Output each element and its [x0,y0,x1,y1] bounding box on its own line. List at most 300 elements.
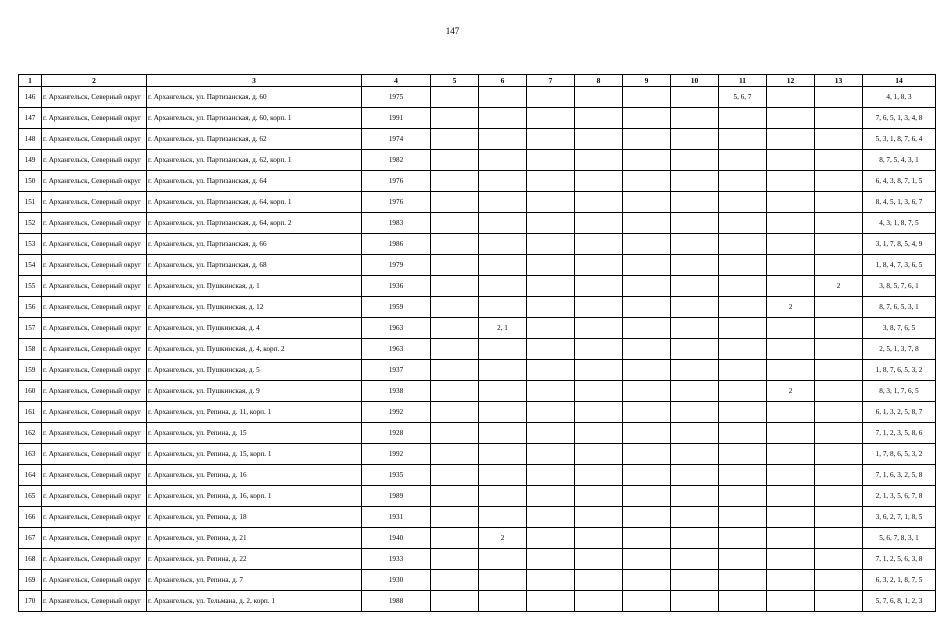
district-cell: г. Архангельск, Северный округ [42,234,147,255]
row-number-cell: 163 [19,444,42,465]
column-header-11: 11 [719,75,767,87]
col10-cell [671,129,719,150]
column-header-2: 2 [42,75,147,87]
address-cell: г. Архангельск, ул. Репина, д. 11, корп. 1 [147,402,362,423]
col5-cell [431,87,479,108]
col9-cell [623,507,671,528]
col8-cell [575,591,623,612]
col5-cell [431,192,479,213]
table-row [19,87,936,108]
col7-cell [527,192,575,213]
col6-cell [479,150,527,171]
col5-cell [431,486,479,507]
col11-cell [719,528,767,549]
column-header-8: 8 [575,75,623,87]
table-row [19,507,936,528]
col6-cell [479,423,527,444]
district-cell: г. Архангельск, Северный округ [42,528,147,549]
row-number-cell: 168 [19,549,42,570]
column-header-3: 3 [147,75,362,87]
col14-cell: 4, 1, 8, 3 [863,87,936,108]
col7-cell [527,465,575,486]
col8-cell [575,465,623,486]
district-cell: г. Архангельск, Северный округ [42,570,147,591]
col8-cell [575,570,623,591]
col7-cell [527,297,575,318]
col13-cell: 2 [815,276,863,297]
year-cell: 1979 [362,255,431,276]
col13-cell [815,528,863,549]
col14-cell: 1, 8, 4, 7, 3, 6, 5 [863,255,936,276]
address-cell: г. Архангельск, ул. Пушкинская, д. 4 [147,318,362,339]
col12-cell [767,591,815,612]
column-header-5: 5 [431,75,479,87]
col12-cell [767,360,815,381]
row-number-cell: 153 [19,234,42,255]
col8-cell [575,381,623,402]
table-row [19,171,936,192]
col10-cell [671,465,719,486]
address-cell: г. Архангельск, ул. Репина, д. 16, корп. 1 [147,486,362,507]
col6-cell [479,507,527,528]
col11-cell [719,444,767,465]
table-row [19,360,936,381]
row-number-cell: 150 [19,171,42,192]
col5-cell [431,171,479,192]
column-header-10: 10 [671,75,719,87]
col13-cell [815,339,863,360]
col10-cell [671,213,719,234]
col8-cell [575,255,623,276]
col6-cell [479,402,527,423]
col12-cell [767,486,815,507]
table-row [19,150,936,171]
col12-cell: 2 [767,381,815,402]
row-number-cell: 151 [19,192,42,213]
col11-cell: 5, 6, 7 [719,87,767,108]
address-cell: г. Архангельск, ул. Репина, д. 16 [147,465,362,486]
year-cell: 1989 [362,486,431,507]
district-cell: г. Архангельск, Северный округ [42,465,147,486]
col8-cell [575,297,623,318]
col14-cell: 2, 1, 3, 5, 6, 7, 8 [863,486,936,507]
col14-cell: 5, 7, 6, 8, 1, 2, 3 [863,591,936,612]
col7-cell [527,150,575,171]
col12-cell [767,423,815,444]
col8-cell [575,360,623,381]
year-cell: 1983 [362,213,431,234]
col11-cell [719,381,767,402]
col14-cell: 6, 1, 3, 2, 5, 8, 7 [863,402,936,423]
address-cell: г. Архангельск, ул. Партизанская, д. 60, корп. 1 [147,108,362,129]
col8-cell [575,444,623,465]
district-cell: г. Архангельск, Северный округ [42,507,147,528]
page-number: 147 [445,26,460,36]
col10-cell [671,507,719,528]
col10-cell [671,549,719,570]
row-number-cell: 169 [19,570,42,591]
table-row [19,465,936,486]
year-cell: 1940 [362,528,431,549]
col9-cell [623,234,671,255]
year-cell: 1933 [362,549,431,570]
col8-cell [575,129,623,150]
col5-cell [431,549,479,570]
col6-cell [479,108,527,129]
col7-cell [527,507,575,528]
year-cell: 1992 [362,444,431,465]
row-number-cell: 149 [19,150,42,171]
col10-cell [671,570,719,591]
col11-cell [719,234,767,255]
col13-cell [815,213,863,234]
col13-cell [815,402,863,423]
col9-cell [623,444,671,465]
col9-cell [623,276,671,297]
col10-cell [671,255,719,276]
table-row [19,129,936,150]
address-cell: г. Архангельск, ул. Партизанская, д. 64 [147,171,362,192]
col5-cell [431,591,479,612]
col5-cell [431,318,479,339]
col14-cell: 6, 4, 3, 8, 7, 1, 5 [863,171,936,192]
col7-cell [527,276,575,297]
district-cell: г. Архангельск, Северный округ [42,591,147,612]
col14-cell: 5, 6, 7, 8, 3, 1 [863,528,936,549]
col8-cell [575,234,623,255]
col6-cell [479,255,527,276]
district-cell: г. Архангельск, Северный округ [42,150,147,171]
district-cell: г. Архангельск, Северный округ [42,108,147,129]
col11-cell [719,171,767,192]
col9-cell [623,381,671,402]
col8-cell [575,402,623,423]
col5-cell [431,381,479,402]
col14-cell: 4, 3, 1, 8, 7, 5 [863,213,936,234]
col12-cell [767,339,815,360]
col5-cell [431,129,479,150]
address-cell: г. Архангельск, ул. Пушкинская, д. 9 [147,381,362,402]
col14-cell: 7, 1, 6, 3, 2, 5, 8 [863,465,936,486]
col5-cell [431,423,479,444]
col11-cell [719,150,767,171]
col11-cell [719,297,767,318]
year-cell: 1982 [362,150,431,171]
col11-cell [719,360,767,381]
row-number-cell: 159 [19,360,42,381]
col11-cell [719,465,767,486]
col9-cell [623,129,671,150]
col5-cell [431,108,479,129]
col5-cell [431,507,479,528]
col7-cell [527,423,575,444]
year-cell: 1992 [362,402,431,423]
district-cell: г. Архангельск, Северный округ [42,87,147,108]
row-number-cell: 161 [19,402,42,423]
col12-cell [767,255,815,276]
col13-cell [815,108,863,129]
year-cell: 1935 [362,465,431,486]
col10-cell [671,87,719,108]
district-cell: г. Архангельск, Северный округ [42,213,147,234]
col11-cell [719,423,767,444]
col10-cell [671,318,719,339]
col13-cell [815,465,863,486]
col13-cell [815,423,863,444]
col12-cell [767,150,815,171]
col12-cell [767,507,815,528]
col14-cell: 3, 8, 5, 7, 6, 1 [863,276,936,297]
col6-cell [479,360,527,381]
col5-cell [431,444,479,465]
col13-cell [815,129,863,150]
table-row [19,381,936,402]
table-row [19,234,936,255]
district-cell: г. Архангельск, Северный округ [42,444,147,465]
col9-cell [623,297,671,318]
col5-cell [431,339,479,360]
district-cell: г. Архангельск, Северный округ [42,129,147,150]
col12-cell [767,108,815,129]
col8-cell [575,486,623,507]
year-cell: 1976 [362,171,431,192]
col13-cell [815,150,863,171]
col5-cell [431,465,479,486]
col14-cell: 5, 3, 1, 8, 7, 6, 4 [863,129,936,150]
col10-cell [671,339,719,360]
col6-cell [479,339,527,360]
col8-cell [575,318,623,339]
col6-cell [479,381,527,402]
row-number-cell: 162 [19,423,42,444]
col7-cell [527,171,575,192]
col8-cell [575,276,623,297]
col10-cell [671,402,719,423]
address-cell: г. Архангельск, ул. Репина, д. 18 [147,507,362,528]
row-number-cell: 160 [19,381,42,402]
col9-cell [623,423,671,444]
row-number-cell: 156 [19,297,42,318]
col12-cell [767,192,815,213]
col11-cell [719,318,767,339]
district-cell: г. Архангельск, Северный округ [42,255,147,276]
year-cell: 1988 [362,591,431,612]
col12-cell [767,465,815,486]
table-row [19,108,936,129]
col7-cell [527,234,575,255]
col7-cell [527,87,575,108]
col12-cell [767,129,815,150]
col8-cell [575,213,623,234]
col14-cell: 7, 6, 5, 1, 3, 4, 8 [863,108,936,129]
district-cell: г. Архангельск, Северный округ [42,402,147,423]
col7-cell [527,549,575,570]
col5-cell [431,528,479,549]
table-body [19,87,936,612]
col12-cell [767,213,815,234]
col11-cell [719,213,767,234]
district-cell: г. Архангельск, Северный округ [42,381,147,402]
col7-cell [527,255,575,276]
col9-cell [623,318,671,339]
col12-cell [767,87,815,108]
column-header-4: 4 [362,75,431,87]
col7-cell [527,318,575,339]
col13-cell [815,486,863,507]
col6-cell [479,465,527,486]
col10-cell [671,444,719,465]
col9-cell [623,108,671,129]
col11-cell [719,570,767,591]
col14-cell: 1, 8, 7, 6, 5, 3, 2 [863,360,936,381]
col13-cell [815,234,863,255]
header-row [19,75,936,87]
address-cell: г. Архангельск, ул. Партизанская, д. 60 [147,87,362,108]
col11-cell [719,507,767,528]
address-cell: г. Архангельск, ул. Репина, д. 15, корп. 1 [147,444,362,465]
col6-cell [479,297,527,318]
col13-cell [815,360,863,381]
col10-cell [671,297,719,318]
col9-cell [623,402,671,423]
col8-cell [575,339,623,360]
col13-cell [815,192,863,213]
year-cell: 1963 [362,339,431,360]
col13-cell [815,507,863,528]
col13-cell [815,549,863,570]
col6-cell [479,486,527,507]
col14-cell: 8, 3, 1, 7, 6, 5 [863,381,936,402]
year-cell: 1974 [362,129,431,150]
column-header-7: 7 [527,75,575,87]
col5-cell [431,234,479,255]
table-row [19,591,936,612]
col9-cell [623,549,671,570]
col9-cell [623,486,671,507]
col8-cell [575,87,623,108]
col13-cell [815,297,863,318]
col6-cell: 2, 1 [479,318,527,339]
col9-cell [623,465,671,486]
row-number-cell: 164 [19,465,42,486]
col13-cell [815,255,863,276]
col9-cell [623,591,671,612]
col11-cell [719,129,767,150]
table-row [19,213,936,234]
table-row [19,297,936,318]
col6-cell [479,213,527,234]
col9-cell [623,192,671,213]
col13-cell [815,444,863,465]
address-cell: г. Архангельск, ул. Партизанская, д. 66 [147,234,362,255]
col5-cell [431,402,479,423]
col10-cell [671,276,719,297]
col11-cell [719,402,767,423]
col7-cell [527,360,575,381]
address-cell: г. Архангельск, ул. Партизанская, д. 64, корп. 2 [147,213,362,234]
year-cell: 1963 [362,318,431,339]
col11-cell [719,591,767,612]
col12-cell [767,234,815,255]
col7-cell [527,402,575,423]
col8-cell [575,171,623,192]
column-header-9: 9 [623,75,671,87]
col14-cell: 8, 4, 5, 1, 3, 6, 7 [863,192,936,213]
table-row [19,339,936,360]
row-number-cell: 170 [19,591,42,612]
column-header-6: 6 [479,75,527,87]
col14-cell: 3, 8, 7, 6, 5 [863,318,936,339]
year-cell: 1976 [362,192,431,213]
year-cell: 1936 [362,276,431,297]
col11-cell [719,192,767,213]
col12-cell [767,549,815,570]
address-cell: г. Архангельск, ул. Репина, д. 22 [147,549,362,570]
col10-cell [671,150,719,171]
col12-cell: 2 [767,297,815,318]
col7-cell [527,339,575,360]
col7-cell [527,444,575,465]
col9-cell [623,360,671,381]
col12-cell [767,528,815,549]
col6-cell: 2 [479,528,527,549]
district-cell: г. Архангельск, Северный округ [42,171,147,192]
year-cell: 1975 [362,87,431,108]
col6-cell [479,591,527,612]
district-cell: г. Архангельск, Северный округ [42,360,147,381]
table-row [19,423,936,444]
col10-cell [671,108,719,129]
col9-cell [623,528,671,549]
col14-cell: 8, 7, 6, 5, 3, 1 [863,297,936,318]
col8-cell [575,549,623,570]
col7-cell [527,528,575,549]
col7-cell [527,486,575,507]
col6-cell [479,192,527,213]
col14-cell: 3, 1, 7, 8, 5, 4, 9 [863,234,936,255]
year-cell: 1937 [362,360,431,381]
address-cell: г. Архангельск, ул. Партизанская, д. 68 [147,255,362,276]
col9-cell [623,87,671,108]
col11-cell [719,108,767,129]
col11-cell [719,486,767,507]
col6-cell [479,234,527,255]
table-row [19,192,936,213]
col14-cell: 1, 7, 8, 6, 5, 3, 2 [863,444,936,465]
col9-cell [623,570,671,591]
col6-cell [479,444,527,465]
address-cell: г. Архангельск, ул. Партизанская, д. 64, корп. 1 [147,192,362,213]
col5-cell [431,276,479,297]
col14-cell: 7, 1, 2, 5, 6, 3, 8 [863,549,936,570]
col7-cell [527,129,575,150]
col10-cell [671,192,719,213]
district-cell: г. Архангельск, Северный округ [42,486,147,507]
col12-cell [767,171,815,192]
address-cell: г. Архангельск, ул. Тельмана, д. 2, корп. 1 [147,591,362,612]
col14-cell: 2, 5, 1, 3, 7, 8 [863,339,936,360]
year-cell: 1931 [362,507,431,528]
col6-cell [479,129,527,150]
row-number-cell: 147 [19,108,42,129]
col11-cell [719,549,767,570]
col8-cell [575,507,623,528]
col9-cell [623,150,671,171]
table-row [19,486,936,507]
column-header-13: 13 [815,75,863,87]
col5-cell [431,213,479,234]
address-cell: г. Архангельск, ул. Пушкинская, д. 12 [147,297,362,318]
